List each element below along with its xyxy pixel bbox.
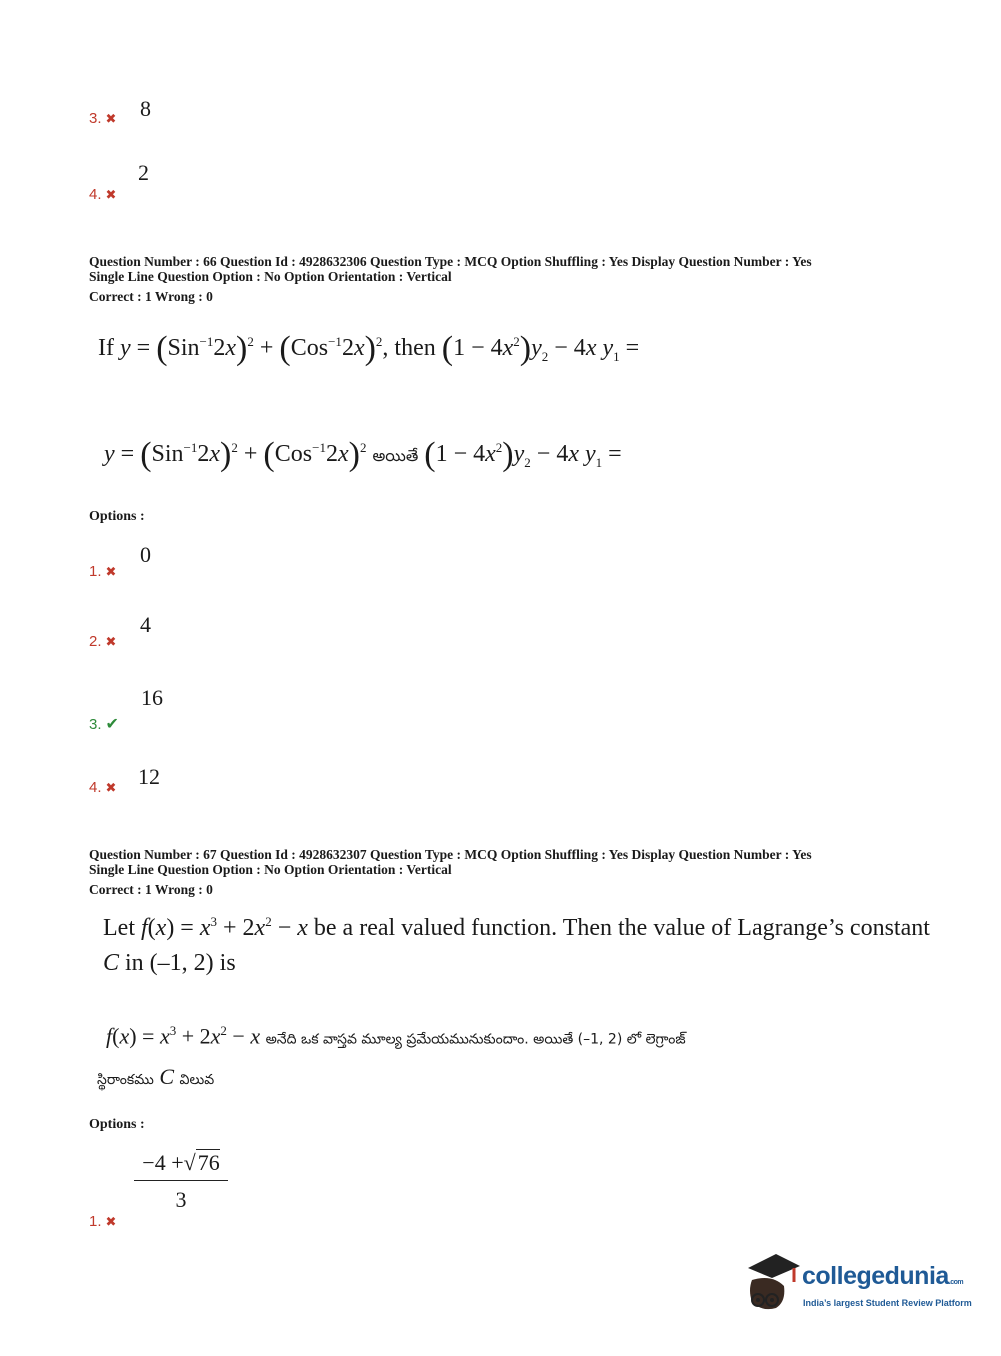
q67-text-telugu-line1: $f(x) = x^3 + 2x^2 - x$ అనేది ఒక వాస్తవ మూల్య ప్రమేయమునుకుందాం. అయితే (–1, 2) లో లెగ్రాంజ్ xyxy=(106,1023,686,1049)
fraction-denominator: 3 xyxy=(175,1187,187,1212)
prev-option-3-value: 8 xyxy=(140,96,151,121)
option-number: 2. xyxy=(89,633,102,650)
q66-option-2-number xyxy=(89,633,116,650)
prev-option-4-value: 2 xyxy=(138,160,149,185)
fraction-numerator xyxy=(134,1150,228,1181)
cross-icon: ✖ xyxy=(105,780,117,795)
q66-meta-line1: Question Number : 66 Question Id : 4928632306 Question Type : MCQ Option Shuffling : Yes Display Question Number : Yes xyxy=(89,254,812,269)
q66-options-label: Options : xyxy=(89,509,145,524)
q67-english-rest: be a real valued function. Then the value of Lagrange’s constant xyxy=(313,915,930,941)
q66-option-3-value: 16 xyxy=(141,685,163,710)
brand-dotcom: .com xyxy=(948,1279,964,1286)
q67-text-english-line1: Let $f(x) = x^3 + 2x^2 - x$ be a real valued function. Then the value of Lagrange’s constant xyxy=(103,914,930,941)
q67-option-1-number xyxy=(89,1213,116,1230)
option-number: 4. xyxy=(89,779,102,796)
q66-meta-line2: Single Line Question Option : No Option Orientation : Vertical xyxy=(89,269,452,284)
q66-telugu-ayite: అయితే xyxy=(372,446,419,465)
q66-text-english: If $y = (Sin^{-1}2x)^2 + (Cos^{-1}2x)^2$, then $(1 - 4x^2)y_2 - 4x$ $y_1$ = xyxy=(98,330,640,367)
brand-tagline: India’s largest Student Review Platform xyxy=(803,1298,972,1308)
q67-text-english-line2: C in (–1, 2) is xyxy=(103,950,236,976)
option-number: 1. xyxy=(89,1213,102,1230)
q66-option-4-value: 12 xyxy=(138,764,160,789)
q66-option-4-number xyxy=(89,779,116,796)
radicand: 76 xyxy=(197,1150,220,1175)
q67-telugu-constant: స్థిరాంకము xyxy=(97,1072,154,1088)
q67-option-1-fraction xyxy=(134,1150,228,1213)
q67-english-line2-text: in (–1, 2) is xyxy=(125,950,236,976)
q66-if-word: If xyxy=(98,335,114,361)
q66-marks: Correct : 1 Wrong : 0 xyxy=(89,289,213,304)
q67-options-label: Options : xyxy=(89,1117,145,1132)
cross-icon: ✖ xyxy=(105,1214,117,1229)
q66-option-1-value: 0 xyxy=(140,542,151,567)
q66-then-word: , then xyxy=(382,335,436,361)
numerator-text: −4 + xyxy=(142,1150,184,1175)
cross-icon: ✖ xyxy=(105,564,117,579)
option-number: 3. xyxy=(89,110,102,127)
prev-option-4-number xyxy=(89,186,116,203)
q66-option-1-number xyxy=(89,563,116,580)
q66-option-3-number xyxy=(89,714,119,734)
q67-text-telugu-line2: స్థిరాంకము C విలువ xyxy=(97,1064,215,1089)
cross-icon: ✖ xyxy=(105,634,117,649)
prev-option-3-number xyxy=(89,110,116,127)
cross-icon: ✖ xyxy=(105,111,117,126)
q66-option-2-value: 4 xyxy=(140,612,151,637)
q67-meta-line1: Question Number : 67 Question Id : 4928632307 Question Type : MCQ Option Shuffling : Yes Display Question Number : Yes xyxy=(89,847,812,862)
q67-telugu-value: విలువ xyxy=(179,1072,215,1088)
option-number: 4. xyxy=(89,186,102,203)
option-number: 3. xyxy=(89,716,102,733)
q66-text-telugu: $y = (Sin^{-1}2x)^2 + (Cos^{-1}2x)^2$ అయితే $(1 - 4x^2)y_2 - 4x$ $y_1$ = xyxy=(104,436,622,473)
check-icon: ✔ xyxy=(105,716,119,733)
brand-name xyxy=(802,1262,963,1291)
q67-meta-line2: Single Line Question Option : No Option Orientation : Vertical xyxy=(89,862,452,877)
q67-marks: Correct : 1 Wrong : 0 xyxy=(89,882,213,897)
brand-text: collegedunia xyxy=(802,1262,949,1290)
q67-telugu-rest: అనేది ఒక వాస్తవ మూల్య ప్రమేయమునుకుందాం. అయితే (–1, 2) లో లెగ్రాంజ్ xyxy=(265,1031,686,1048)
cross-icon: ✖ xyxy=(105,187,117,202)
sqrt-icon: √ xyxy=(183,1150,196,1175)
option-number: 1. xyxy=(89,563,102,580)
mascot-icon xyxy=(742,1250,804,1320)
